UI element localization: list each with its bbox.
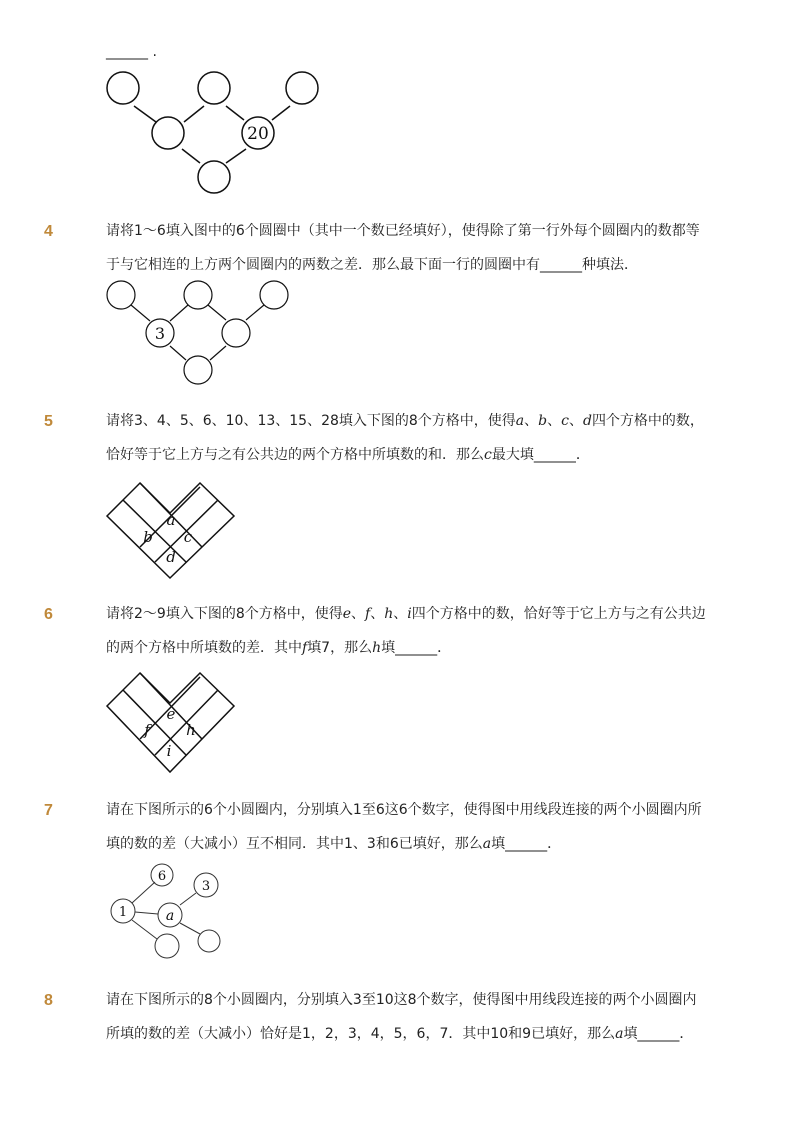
edge bbox=[131, 305, 150, 321]
text-line: 的两个方格中所填数的差．其中f填7，那么h填______． bbox=[106, 640, 452, 656]
edge bbox=[208, 305, 226, 320]
cell-label-f: f bbox=[144, 721, 150, 739]
figure-diamond-grid-5 bbox=[0, 470, 800, 590]
text-line: 于与它相连的上方两个圆圈内的两数之差．那么最下面一行的圆圈中有______种填法． bbox=[106, 257, 638, 273]
label-three: 3 bbox=[201, 879, 211, 894]
cell-label-e: e bbox=[166, 705, 176, 723]
var-a: a bbox=[482, 836, 492, 852]
var-f: f bbox=[302, 640, 308, 656]
blank-line: ______ bbox=[106, 44, 148, 60]
var-f: f bbox=[365, 606, 371, 622]
text-line: 请在下图所示的8个小圆圈内，分别填入3至10这8个数字，使得图中用线段连接的两个小圆圈内 bbox=[106, 992, 697, 1008]
var-i: i bbox=[407, 606, 412, 622]
circle bbox=[286, 72, 318, 104]
problem-number: 6 bbox=[44, 606, 53, 623]
text-line: 请将2～9填入下图的8个方格中，使得e、f、h、i四个方格中的数，恰好等于它上方与之有公共边 bbox=[106, 606, 706, 622]
figure-circle-diagram-3 bbox=[0, 0, 800, 220]
circle bbox=[198, 72, 230, 104]
problem-number: 7 bbox=[44, 802, 53, 819]
cell-label-c: c bbox=[183, 528, 193, 546]
circle bbox=[198, 930, 220, 952]
given-number: 20 bbox=[247, 124, 269, 144]
edge bbox=[134, 106, 156, 122]
problem-number: 4 bbox=[44, 223, 53, 240]
edge bbox=[180, 893, 196, 905]
edge bbox=[135, 912, 158, 914]
circle bbox=[155, 934, 179, 958]
cell-label-h: h bbox=[186, 721, 196, 739]
text-line: 所填的数的差（大减小）恰好是1，2，3，4，5，6，7．其中10和9已填好，那么a填______． bbox=[106, 1026, 694, 1042]
edge bbox=[132, 920, 157, 939]
figure-circle-diagram-4 bbox=[0, 270, 800, 390]
var-h: h bbox=[384, 606, 394, 622]
circle bbox=[260, 281, 288, 309]
text-line: 恰好等于它上方与之有公共边的两个方格中所填数的和．那么c最大填______． bbox=[106, 447, 590, 463]
problem-text bbox=[106, 983, 726, 1051]
figure-diamond-grid-6 bbox=[0, 660, 800, 780]
label-one: 1 bbox=[118, 905, 128, 920]
var-b: b bbox=[538, 413, 548, 429]
circle bbox=[222, 319, 250, 347]
figure-circle-graph-7 bbox=[0, 855, 800, 965]
text-line: 请将1～6填入图中的6个圆圈中（其中一个数已经填好），使得除了第一行外每个圆圈内的数都等 bbox=[106, 223, 700, 239]
edge bbox=[246, 305, 264, 320]
text-line: 请在下图所示的6个小圆圈内，分别填入1至6这6个数字，使得图中用线段连接的两个小圆圈内所 bbox=[106, 802, 702, 818]
period: . bbox=[152, 44, 157, 60]
edge bbox=[226, 106, 244, 120]
cell-label-b: b bbox=[143, 528, 153, 546]
circle bbox=[184, 281, 212, 309]
edge bbox=[170, 305, 188, 321]
label-six: 6 bbox=[157, 869, 167, 884]
problem-text bbox=[106, 404, 726, 472]
edge bbox=[184, 106, 204, 122]
edge bbox=[132, 882, 155, 903]
var-d: d bbox=[582, 413, 592, 429]
cell-label-d: d bbox=[166, 548, 176, 566]
label-a: a bbox=[165, 908, 175, 924]
edge bbox=[272, 106, 290, 120]
text-line: 填的数的差（大减小）互不相同．其中1、3和6已填好，那么a填______． bbox=[106, 836, 562, 852]
given-number: 3 bbox=[154, 324, 166, 343]
grid-line bbox=[123, 500, 186, 562]
edge bbox=[226, 149, 246, 163]
cell-label-i: i bbox=[166, 742, 172, 760]
var-e: e bbox=[342, 606, 352, 622]
var-a: a bbox=[615, 1026, 624, 1042]
problem-number: 5 bbox=[44, 413, 53, 430]
circle bbox=[152, 117, 184, 149]
problem-number: 8 bbox=[44, 992, 53, 1009]
circle bbox=[107, 72, 139, 104]
edge bbox=[180, 923, 200, 934]
var-h: h bbox=[372, 640, 382, 656]
edge bbox=[210, 346, 226, 360]
circle bbox=[184, 356, 212, 384]
var-a: a bbox=[515, 413, 525, 429]
text-line: 请将3、4、5、6、10、13、15、28填入下图的8个方格中，使得a、b、c、d四个方格中的数， bbox=[106, 413, 704, 429]
var-c: c bbox=[484, 447, 492, 463]
problem-text bbox=[106, 793, 726, 861]
cell-label-a: a bbox=[166, 511, 176, 529]
circle bbox=[107, 281, 135, 309]
circle bbox=[198, 161, 230, 193]
grid-line bbox=[123, 690, 186, 755]
var-c: c bbox=[561, 413, 569, 429]
edge bbox=[182, 149, 200, 163]
problem-text bbox=[106, 597, 726, 665]
edge bbox=[170, 346, 186, 360]
